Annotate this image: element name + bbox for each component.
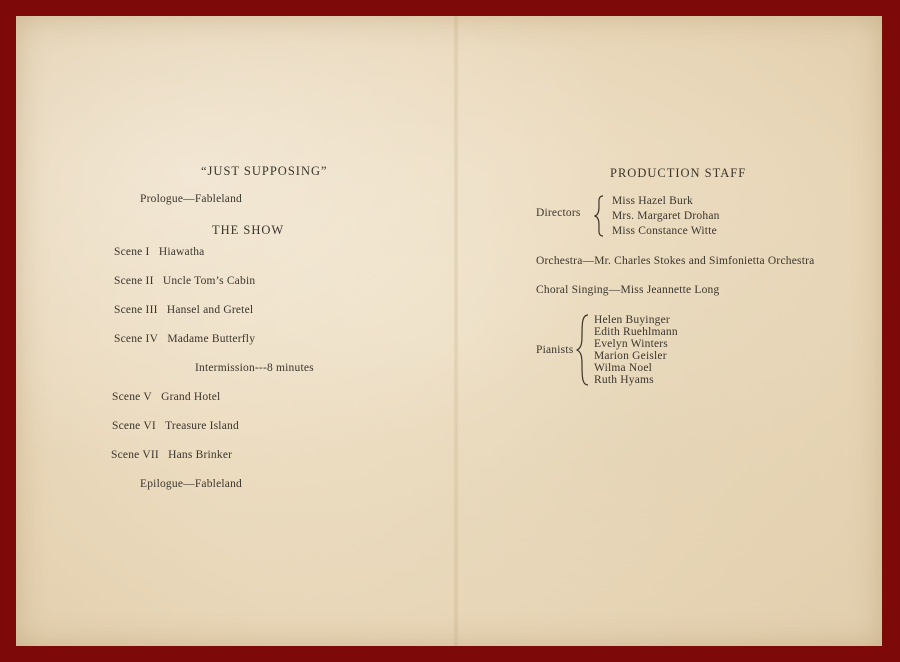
scene-row: [112, 391, 220, 403]
director-name: Miss Hazel Burk: [612, 195, 693, 207]
scene-title: Madame Butterfly: [167, 333, 256, 345]
program-sheet: [16, 16, 882, 646]
scene-title: Hiawatha: [158, 246, 205, 258]
epilogue: Epilogue—Fableland: [140, 478, 242, 490]
scene-label: Scene V: [112, 391, 152, 403]
scene-title: Grand Hotel: [161, 391, 221, 403]
scene-title: Hansel and Gretel: [166, 304, 254, 316]
pianist-name: Wilma Noel: [594, 362, 653, 374]
scene-title: Treasure Island: [165, 420, 239, 432]
director-name: Mrs. Margaret Drohan: [612, 210, 720, 222]
directors-label: Directors: [536, 207, 581, 219]
scene-label: Scene VI: [112, 420, 156, 432]
pianist-name: Marion Geisler: [594, 350, 667, 362]
scene-row: [114, 333, 255, 345]
pianist-name: Edith Ruehlmann: [594, 326, 678, 338]
scene-row: [114, 275, 255, 287]
pianists-label: Pianists: [536, 344, 574, 356]
prologue: Prologue—Fableland: [140, 193, 242, 205]
scene-label: Scene I: [114, 246, 150, 258]
orchestra-credit: Orchestra—Mr. Charles Stokes and Simfonietta Orchestra: [536, 255, 815, 267]
scene-label: Scene VII: [111, 449, 159, 461]
scene-row: [114, 246, 204, 258]
scene-row: [112, 420, 239, 432]
directors-brace: [594, 195, 606, 237]
pianist-name: Evelyn Winters: [594, 338, 668, 350]
pianist-name: Ruth Hyams: [594, 374, 654, 386]
show-heading: THE SHOW: [212, 223, 285, 237]
center-fold: [453, 16, 459, 646]
pianists-brace: [576, 314, 590, 386]
scene-row: [114, 304, 253, 316]
scene-label: Scene II: [114, 275, 154, 287]
scene-row: [111, 449, 232, 461]
intermission: Intermission---8 minutes: [195, 362, 314, 374]
scene-label: Scene IV: [114, 333, 159, 345]
scene-title: Hans Brinker: [168, 449, 233, 461]
staff-heading: PRODUCTION STAFF: [610, 166, 747, 180]
scene-title: Uncle Tom’s Cabin: [162, 275, 256, 287]
pianist-name: Helen Buyinger: [594, 314, 670, 326]
scene-label: Scene III: [114, 304, 158, 316]
choral-credit: Choral Singing—Miss Jeannette Long: [536, 284, 720, 296]
show-title: “JUST SUPPOSING”: [201, 164, 328, 178]
director-name: Miss Constance Witte: [612, 225, 717, 237]
